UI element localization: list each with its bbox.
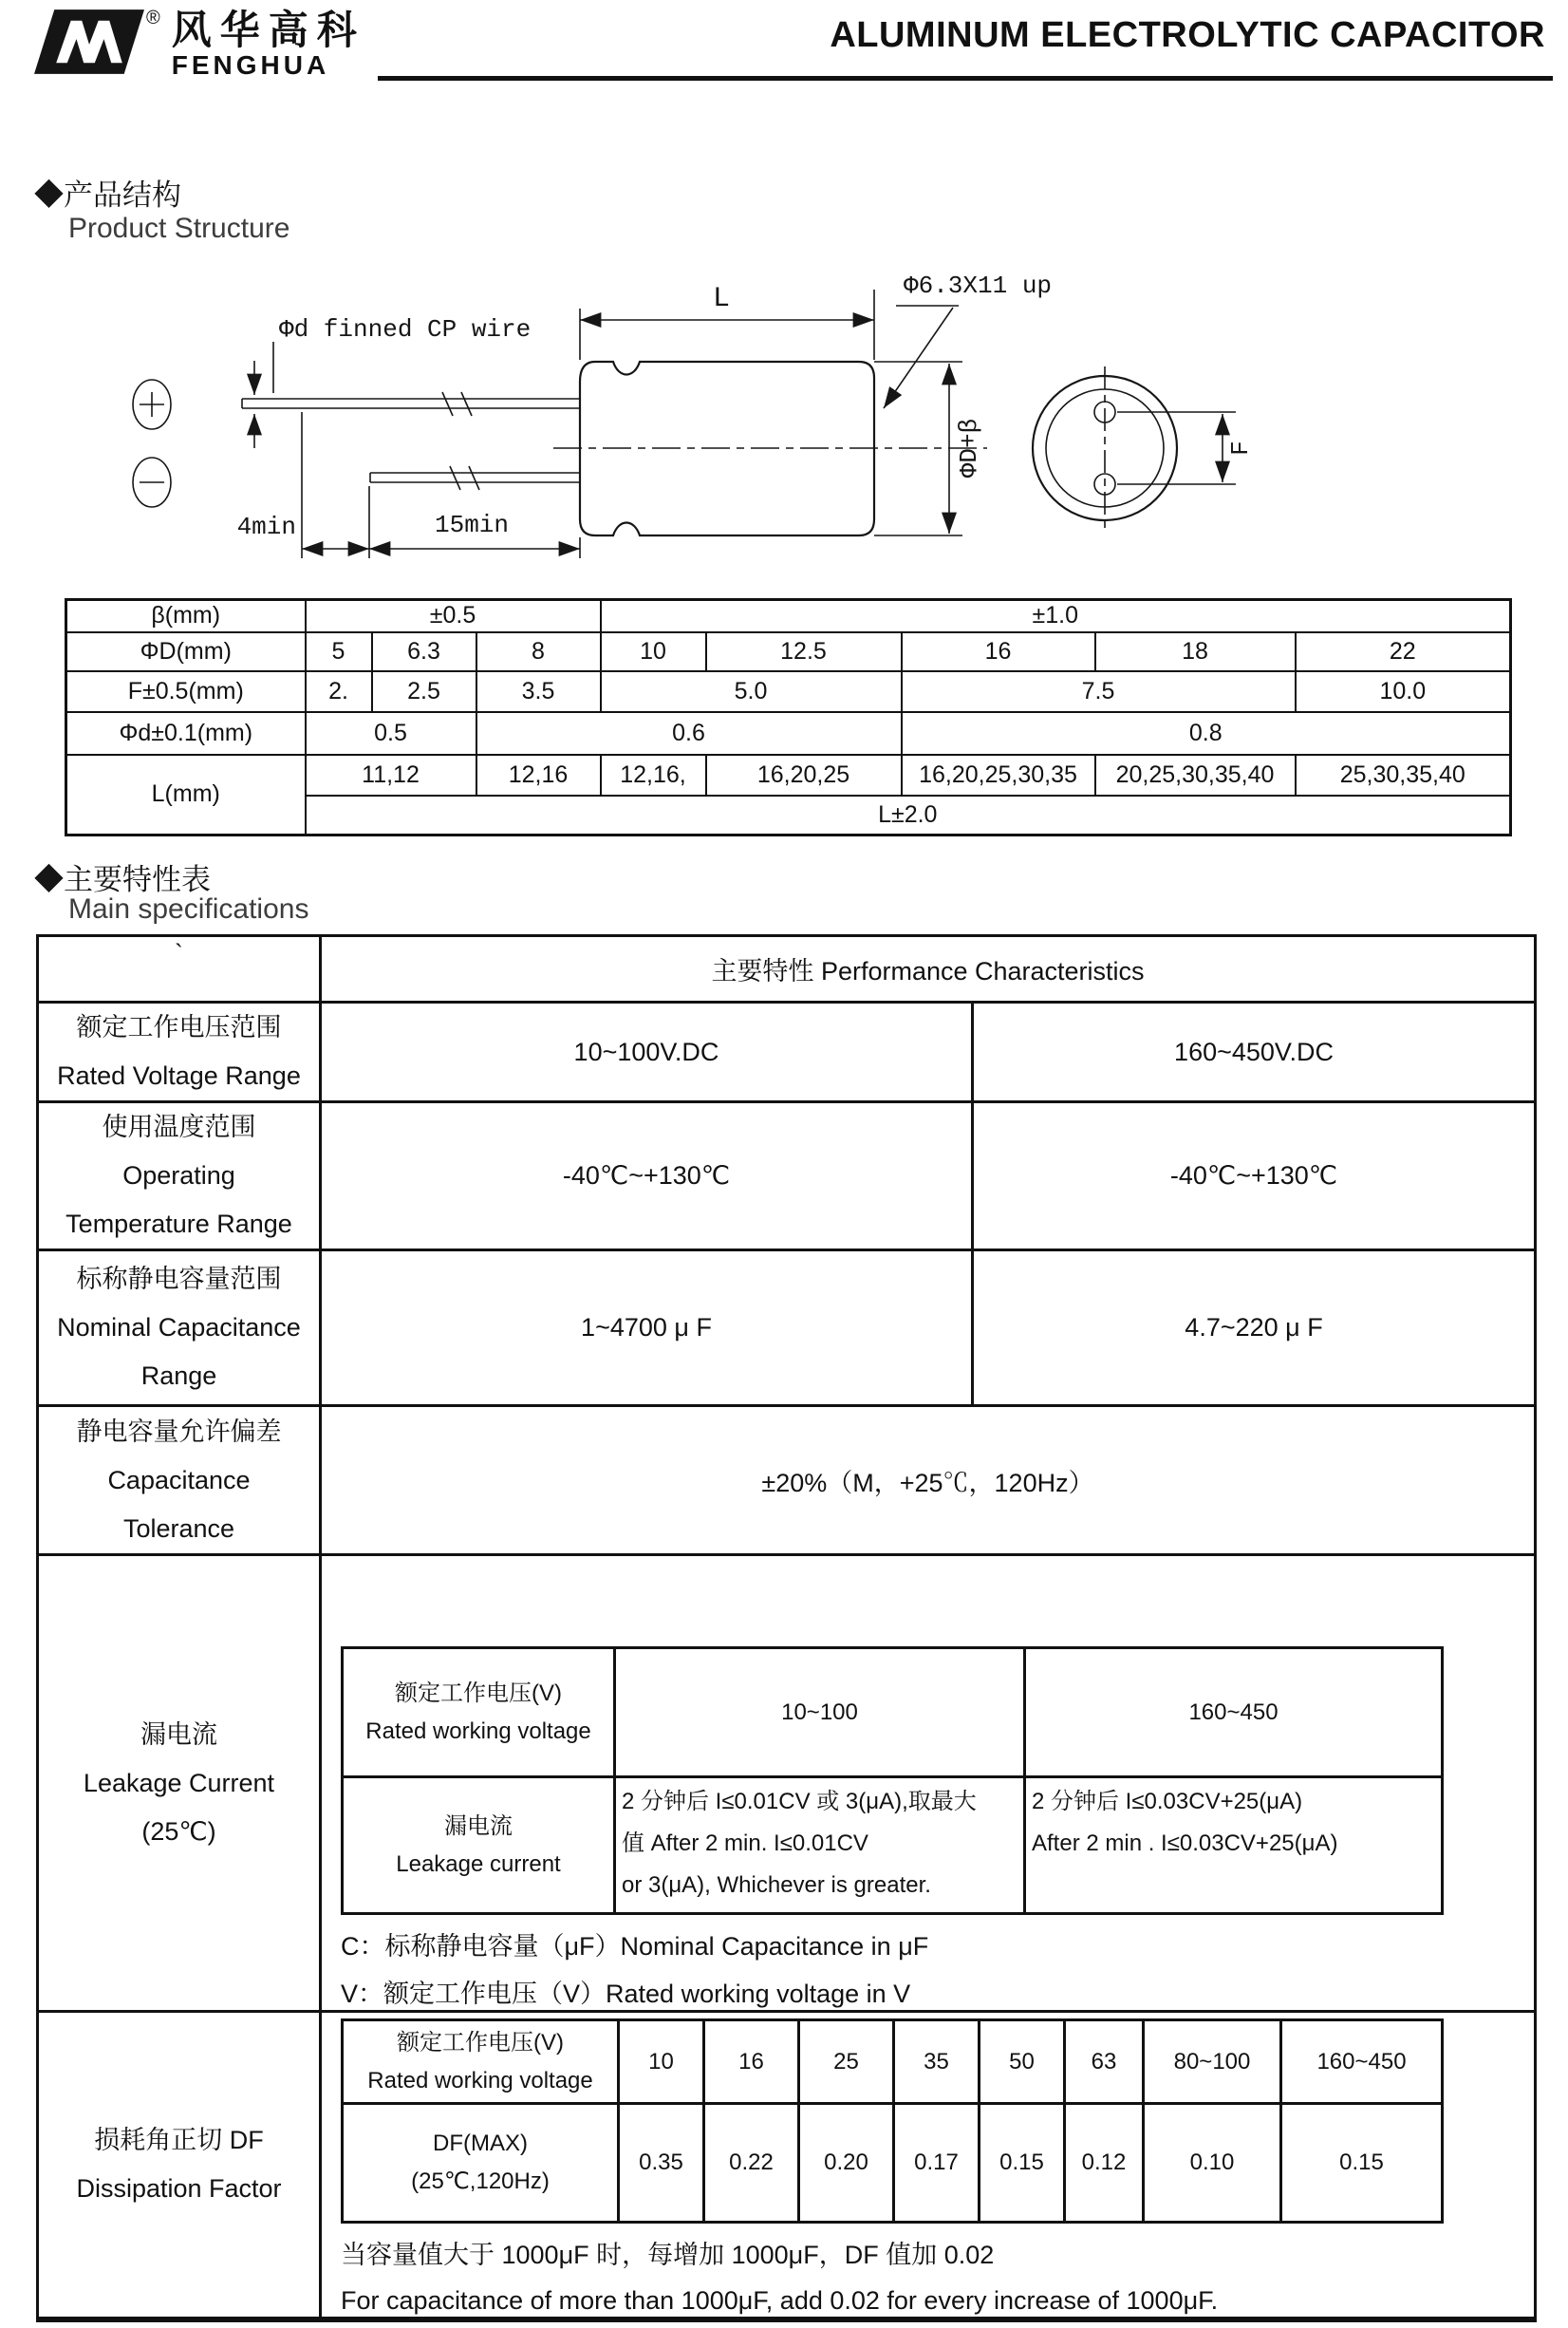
df-header-row <box>343 2020 1443 2104</box>
row-label <box>38 1406 321 1555</box>
dim-cell: ±0.5 <box>306 600 601 632</box>
dim-cell: 16,20,25,30,35 <box>902 755 1095 796</box>
dim-cell: 12.5 <box>706 632 902 671</box>
inner-label <box>343 1777 615 1914</box>
section-main-spec-cn: ◆主要特性表 <box>34 863 211 896</box>
capacitor-leads <box>242 392 579 490</box>
df-value: 0.35 <box>619 2104 704 2223</box>
dim-cell: 5.0 <box>601 671 902 712</box>
row-label <box>38 1003 321 1102</box>
dim-label: L(mm) <box>66 755 306 835</box>
row-label <box>38 1102 321 1250</box>
df-content <box>321 2012 1536 2320</box>
row-label-cn: 静电容量允许偏差 <box>76 1417 282 1446</box>
spec-value: 10~100V.DC <box>321 1003 973 1102</box>
leakage-inner-table <box>341 1646 1444 1915</box>
df-voltage: 35 <box>894 2020 980 2104</box>
spec-value: -40℃~+130℃ <box>973 1102 1536 1250</box>
section-product-structure-cn: ◆产品结构 <box>34 178 181 212</box>
leakage-high-spec: 2 分钟后 I≤0.03CV+25(μA) After 2 min . I≤0.03CV+25(μA) <box>1025 1777 1443 1914</box>
dim-cell: 10.0 <box>1296 671 1511 712</box>
df-value: 0.12 <box>1065 2104 1144 2223</box>
dim-cell: 6.3 <box>372 632 476 671</box>
df-voltage: 25 <box>799 2020 894 2104</box>
page-title: ALUMINUM ELECTROLYTIC CAPACITOR <box>830 15 1545 55</box>
df-value: 0.10 <box>1144 2104 1281 2223</box>
row-label-en: Dissipation Factor <box>76 2174 282 2203</box>
section-main-spec-en: Main specifications <box>68 893 309 925</box>
leakage-value-row <box>343 1777 1443 1914</box>
df-voltage: 50 <box>980 2020 1065 2104</box>
dim-label: β(mm) <box>66 600 306 632</box>
dim-cell: L±2.0 <box>306 796 1511 835</box>
dim-cell: 22 <box>1296 632 1511 671</box>
leakage-note-v: V：额定工作电压（V）Rated working voltage in V <box>341 1980 911 2008</box>
df-voltage: 16 <box>704 2020 799 2104</box>
dim-row-length <box>66 755 1511 796</box>
dim-cell: 16,20,25 <box>706 755 902 796</box>
dim-cell: 12,16, <box>601 755 706 796</box>
dim-cell: 10 <box>601 632 706 671</box>
row-label-en: (25℃) <box>141 1816 216 1846</box>
length-dim-label: L <box>712 283 731 315</box>
spec-row-leakage <box>38 1555 1536 2012</box>
df-value-row <box>343 2104 1443 2223</box>
spec-value: ±20%（M，+25℃，120Hz） <box>321 1406 1536 1555</box>
spec-value: 1~4700 μ F <box>321 1250 973 1406</box>
inner-label-cn: 漏电流 <box>444 1812 513 1839</box>
dim-4min-label: 4min <box>236 513 296 541</box>
inner-label-en: Rated working voltage <box>367 2067 593 2093</box>
df-note-en: For capacitance of more than 1000μF, add 0.02 for every increase of 1000μF. <box>341 2286 1219 2315</box>
end-view <box>1033 366 1177 528</box>
dimension-table <box>65 598 1512 836</box>
dim-cell: 8 <box>476 632 601 671</box>
dim-cell: 0.8 <box>902 712 1511 755</box>
dim-cell: 2.5 <box>372 671 476 712</box>
dim-cell: 12,16 <box>476 755 601 796</box>
df-value: 0.22 <box>704 2104 799 2223</box>
df-value: 0.20 <box>799 2104 894 2223</box>
dim-row-diameter <box>66 632 1511 671</box>
spec-value: 4.7~220 μ F <box>973 1250 1536 1406</box>
row-label-cn: 额定工作电压范围 <box>76 1013 282 1042</box>
dim-cell: ±1.0 <box>601 600 1511 632</box>
dim-label: Φd±0.1(mm) <box>66 712 306 755</box>
row-label-en: Rated Voltage Range <box>57 1061 301 1090</box>
dim-cell: 16 <box>902 632 1095 671</box>
polarity-minus-icon <box>133 458 171 507</box>
row-label-en: Leakage Current <box>83 1768 275 1797</box>
row-label-cn: 损耗角正切 DF <box>94 2126 264 2154</box>
df-value: 0.17 <box>894 2104 980 2223</box>
row-label-en: Temperature Range <box>65 1210 292 1238</box>
product-structure-drawing <box>0 0 1568 589</box>
main-specifications-table <box>36 934 1537 2322</box>
spec-row-temperature <box>38 1102 1536 1250</box>
df-wrap <box>322 2013 1534 2317</box>
leakage-low-spec: 2 分钟后 I≤0.01CV 或 3(μA),取最大 值 After 2 min. I≤0.01CV or 3(μA), Whichever is greater. <box>615 1777 1025 1914</box>
row-label-en: Operating <box>122 1161 235 1190</box>
inner-label-cn: 额定工作电压(V) <box>395 1680 562 1706</box>
row-label-en: Capacitance <box>107 1465 251 1494</box>
row-label-en: Range <box>140 1361 217 1390</box>
df-voltage: 80~100 <box>1144 2020 1281 2104</box>
spec-row-capacitance <box>38 1250 1536 1406</box>
leakage-wrap <box>322 1556 1534 2010</box>
dim-cell: 0.6 <box>476 712 902 755</box>
inner-label-cn: 额定工作电压(V) <box>397 2029 564 2056</box>
dim-cell: 11,12 <box>306 755 476 796</box>
lead-wire-label: Φd finned CP wire <box>279 315 532 344</box>
spec-row-voltage <box>38 1003 1536 1102</box>
inner-label <box>343 2104 619 2223</box>
pitch-dim-label: F <box>1226 441 1255 456</box>
corner-mark: ` <box>38 936 321 1003</box>
registered-mark: ® <box>146 8 160 28</box>
inner-value: 160~450 <box>1025 1648 1443 1777</box>
tab-size-label: Φ6.3X11 up <box>904 272 1053 300</box>
row-label <box>38 2012 321 2320</box>
diameter-dim-label: ΦD+β <box>955 418 983 479</box>
df-value: 0.15 <box>980 2104 1065 2223</box>
dim-15min-label: 15min <box>434 511 510 539</box>
df-note-cn: 当容量值大于 1000μF 时，每增加 1000μF，DF 值加 0.02 <box>341 2241 995 2269</box>
dim-row-beta <box>66 600 1511 632</box>
spec-row-df <box>38 2012 1536 2320</box>
inner-value: 10~100 <box>615 1648 1025 1777</box>
spec-row-tolerance <box>38 1406 1536 1555</box>
spec-header-row <box>38 936 1536 1003</box>
inner-label-en: Leakage current <box>396 1850 561 1877</box>
dim-label: F±0.5(mm) <box>66 671 306 712</box>
row-label <box>38 1250 321 1406</box>
dim-cell: 5 <box>306 632 372 671</box>
df-inner-table <box>341 2018 1444 2224</box>
dim-cell: 2. <box>306 671 372 712</box>
dim-cell: 3.5 <box>476 671 601 712</box>
spec-value: 160~450V.DC <box>973 1003 1536 1102</box>
row-label-en: Nominal Capacitance <box>57 1313 301 1342</box>
leakage-content <box>321 1555 1536 2012</box>
row-label-en: Tolerance <box>122 1513 235 1543</box>
dim-cell: 18 <box>1095 632 1296 671</box>
df-value: 0.15 <box>1281 2104 1443 2223</box>
dim-label: ΦD(mm) <box>66 632 306 671</box>
dim-cell: 20,25,30,35,40 <box>1095 755 1296 796</box>
inner-label <box>343 1648 615 1777</box>
dim-row-f <box>66 671 1511 712</box>
row-label-cn: 标称静电容量范围 <box>76 1265 282 1293</box>
row-label-cn: 使用温度范围 <box>102 1113 256 1141</box>
brand-name-en: FENGHUA <box>171 50 330 80</box>
dim-cell: 0.5 <box>306 712 476 755</box>
inner-label <box>343 2020 619 2104</box>
performance-characteristics-header: 主要特性 Performance Characteristics <box>321 936 1536 1003</box>
row-label <box>38 1555 321 2012</box>
df-voltage: 63 <box>1065 2020 1144 2104</box>
dim-row-d <box>66 712 1511 755</box>
polarity-plus-icon <box>133 380 171 429</box>
brand-name-cn: 风华高科 <box>171 8 365 52</box>
df-voltage: 10 <box>619 2020 704 2104</box>
leakage-header-row <box>343 1648 1443 1777</box>
inner-label-en: Rated working voltage <box>365 1718 591 1744</box>
inner-label-en: DF(MAX) <box>433 2131 528 2156</box>
inner-label-en: (25℃,120Hz) <box>411 2168 550 2194</box>
df-voltage: 160~450 <box>1281 2020 1443 2104</box>
spec-value: -40℃~+130℃ <box>321 1102 973 1250</box>
leakage-note-c: C：标称静电容量（μF）Nominal Capacitance in μF <box>341 1932 929 1961</box>
section-product-structure-en: Product Structure <box>68 213 290 244</box>
dim-cell: 25,30,35,40 <box>1296 755 1511 796</box>
row-label-cn: 漏电流 <box>140 1719 217 1749</box>
dim-cell: 7.5 <box>902 671 1296 712</box>
